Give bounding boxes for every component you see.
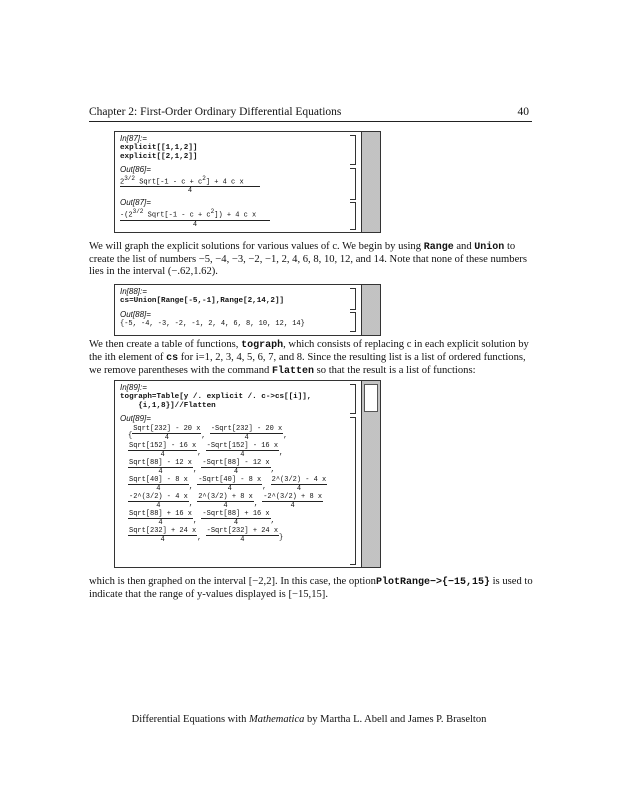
fraction [128, 459, 193, 476]
fraction [197, 476, 262, 493]
scroll-thumb[interactable] [364, 384, 378, 412]
fraction [132, 425, 201, 442]
numerator: Sqrt[232] - 20 x [133, 425, 201, 433]
numerator: -2^(3/2) - 4 x [129, 493, 188, 501]
output-fraction-list [120, 424, 358, 543]
output-row [128, 424, 358, 441]
separator: } [279, 534, 284, 543]
input-label: In[89]:= [120, 383, 147, 392]
fraction [128, 510, 193, 527]
notebook-cell-2[interactable] [114, 284, 381, 336]
fraction [210, 425, 283, 442]
code-term: Range [423, 242, 454, 253]
fraction [128, 476, 189, 493]
separator: , [262, 483, 271, 492]
numerator: Sqrt[88] - 12 x [129, 459, 193, 467]
numerator: Sqrt[40] - 8 x [129, 476, 188, 484]
text: We will graph the explicit solutions for various values of c. We begin by using [89, 241, 424, 252]
cell-bracket[interactable] [350, 135, 356, 165]
fraction [201, 510, 270, 527]
footer-text: by Martha L. Abell and James P. Braselton [304, 714, 487, 725]
denominator: 4 [240, 536, 245, 544]
text: is used to indicate that the range of y-values displayed is [−15,15]. [89, 576, 533, 600]
denominator: 4 [244, 434, 249, 442]
separator: , [197, 449, 206, 458]
input-code-line[interactable]: explicit[[2,1,2]] [120, 153, 198, 161]
output-row [128, 475, 358, 492]
page-footer [0, 714, 618, 725]
denominator: 4 [164, 434, 169, 442]
separator: , [201, 432, 210, 441]
exponent: 3/2 [124, 175, 136, 182]
input-code-line[interactable]: {i,1,8}]//Flatten [120, 402, 216, 410]
fraction [201, 459, 270, 476]
input-label: In[87]:= [120, 134, 147, 143]
text: to create the list of numbers −5, −4, −3, −2, −1, 2, 4, 6, 8, 10, 12, and 14. Note that none of these numbers lies in the interval (−.62,1.62). [89, 241, 527, 277]
text: for i=1, 2, 3, 4, 5, 6, 7, and 8. Since the resulting list is a list of ordered functions, we remove parentheses with the command [89, 352, 526, 376]
denominator: 4 [160, 451, 165, 459]
numerator: -2^(3/2) + 8 x [263, 493, 323, 501]
exponent: 2 [210, 208, 215, 216]
out-text: Sqrt[-1 - c + c [143, 211, 211, 220]
cell-bracket[interactable] [350, 202, 356, 230]
output-row [128, 441, 358, 458]
running-header [89, 106, 529, 118]
separator: , [283, 432, 288, 441]
output-label: Out[86]= [120, 165, 151, 174]
fraction [262, 493, 323, 510]
text: , which consists of replacing c in each explicit solution by the ith element of [89, 339, 529, 363]
separator: , [188, 500, 198, 509]
cell-scrollbar[interactable] [361, 132, 380, 232]
code-term: PlotRange−>{−15,15} [375, 577, 490, 588]
cell-bracket[interactable] [350, 417, 356, 565]
denominator: 4 [227, 485, 232, 493]
footer-text: Differential Equations with [131, 714, 249, 725]
separator: { [128, 432, 133, 441]
out-text: ] + 4 c x [205, 178, 244, 187]
fraction [128, 442, 197, 459]
cell-scrollbar[interactable] [361, 381, 380, 567]
denominator: 4 [240, 451, 245, 459]
header-rule [89, 121, 532, 122]
numerator: -Sqrt[232] - 20 x [210, 425, 283, 433]
chapter-title: Chapter 2: First-Order Ordinary Differential Equations [89, 106, 342, 118]
output-label: Out[88]= [120, 310, 151, 319]
output-row [128, 458, 358, 475]
numerator: -Sqrt[232] + 24 x [206, 527, 279, 535]
text: We then create a table of functions, [89, 339, 242, 350]
output-list: {-5, -4, -3, -2, -1, 2, 4, 6, 8, 10, 12, 14} [120, 320, 305, 328]
paragraph-2 [89, 339, 534, 378]
exponent: 3/2 [132, 208, 144, 216]
denominator: 4 [156, 485, 161, 493]
numerator: -Sqrt[40] - 8 x [198, 476, 262, 484]
code-term: Union [474, 242, 505, 253]
numerator: -Sqrt[88] - 12 x [202, 459, 270, 467]
out-text: 2 [120, 178, 125, 187]
separator: , [197, 534, 206, 543]
separator: , [193, 466, 202, 475]
numerator: 2^(3/2) - 4 x [271, 476, 327, 484]
cell-bracket[interactable] [350, 312, 356, 332]
input-code-line[interactable]: cs=Union[Range[-5,-1],Range[2,14,2]] [120, 297, 285, 305]
separator: , [270, 517, 275, 526]
notebook-cell-1[interactable] [114, 131, 381, 233]
output-86-denominator: 4 [120, 186, 260, 195]
denominator: 4 [156, 502, 161, 510]
code-term: tograph [241, 340, 284, 351]
fraction [206, 527, 279, 544]
cell-bracket[interactable] [350, 168, 356, 200]
output-label: Out[87]= [120, 198, 151, 208]
denominator: 4 [158, 468, 163, 476]
input-code-line[interactable]: explicit[[1,1,2]] [120, 144, 198, 152]
numerator: -Sqrt[88] + 16 x [202, 510, 270, 518]
numerator: 2^(3/2) + 8 x [198, 493, 253, 501]
output-row [128, 492, 358, 509]
paragraph-3 [89, 576, 534, 601]
numerator: Sqrt[152] - 16 x [129, 442, 197, 450]
page-number: 40 [517, 106, 529, 118]
separator: , [253, 500, 263, 509]
fraction [197, 493, 254, 510]
output-87 [120, 208, 358, 219]
output-label: Out[89]= [120, 414, 151, 423]
text: so that the result is a list of functions: [314, 365, 476, 376]
out-text: -(2 [120, 211, 133, 220]
paragraph-1 [89, 241, 534, 278]
code-term: Flatten [271, 366, 314, 377]
fraction [271, 476, 328, 493]
fraction [128, 527, 197, 544]
out-text: ]) + 4 c x [214, 211, 257, 220]
separator: , [270, 466, 275, 475]
input-code-line[interactable]: tograph=Table[y /. explicit /. c->cs[[i]], [120, 393, 312, 401]
output-row [128, 509, 358, 526]
exponent: 2 [202, 175, 206, 182]
denominator: 4 [233, 468, 239, 476]
separator: , [279, 449, 284, 458]
fraction [206, 442, 279, 459]
denominator: 4 [290, 502, 295, 510]
output-86 [120, 175, 358, 186]
code-term: cs [166, 353, 179, 364]
denominator: 4 [296, 485, 302, 493]
numerator: Sqrt[232] + 24 x [129, 527, 197, 535]
cell-bracket[interactable] [350, 288, 356, 310]
numerator: Sqrt[88] + 16 x [129, 510, 193, 518]
numerator: -Sqrt[152] - 16 x [206, 442, 279, 450]
denominator: 4 [160, 536, 165, 544]
text: and [453, 241, 475, 252]
fraction [128, 493, 189, 510]
output-87-denominator: 4 [120, 220, 270, 229]
cell-bracket[interactable] [350, 384, 356, 414]
denominator: 4 [223, 502, 228, 510]
separator: , [188, 483, 198, 492]
separator: , [193, 517, 202, 526]
footer-italic: Mathematica [248, 714, 305, 725]
text: which is then graphed on the interval [−2,2]. In this case, the option [89, 576, 376, 587]
input-label: In[88]:= [120, 287, 147, 296]
notebook-cell-3[interactable] [114, 380, 381, 568]
denominator: 4 [158, 519, 163, 527]
output-row [128, 526, 358, 543]
cell-scrollbar[interactable] [361, 285, 380, 335]
out-text: Sqrt[-1 - c + c [135, 178, 203, 187]
denominator: 4 [233, 519, 239, 527]
